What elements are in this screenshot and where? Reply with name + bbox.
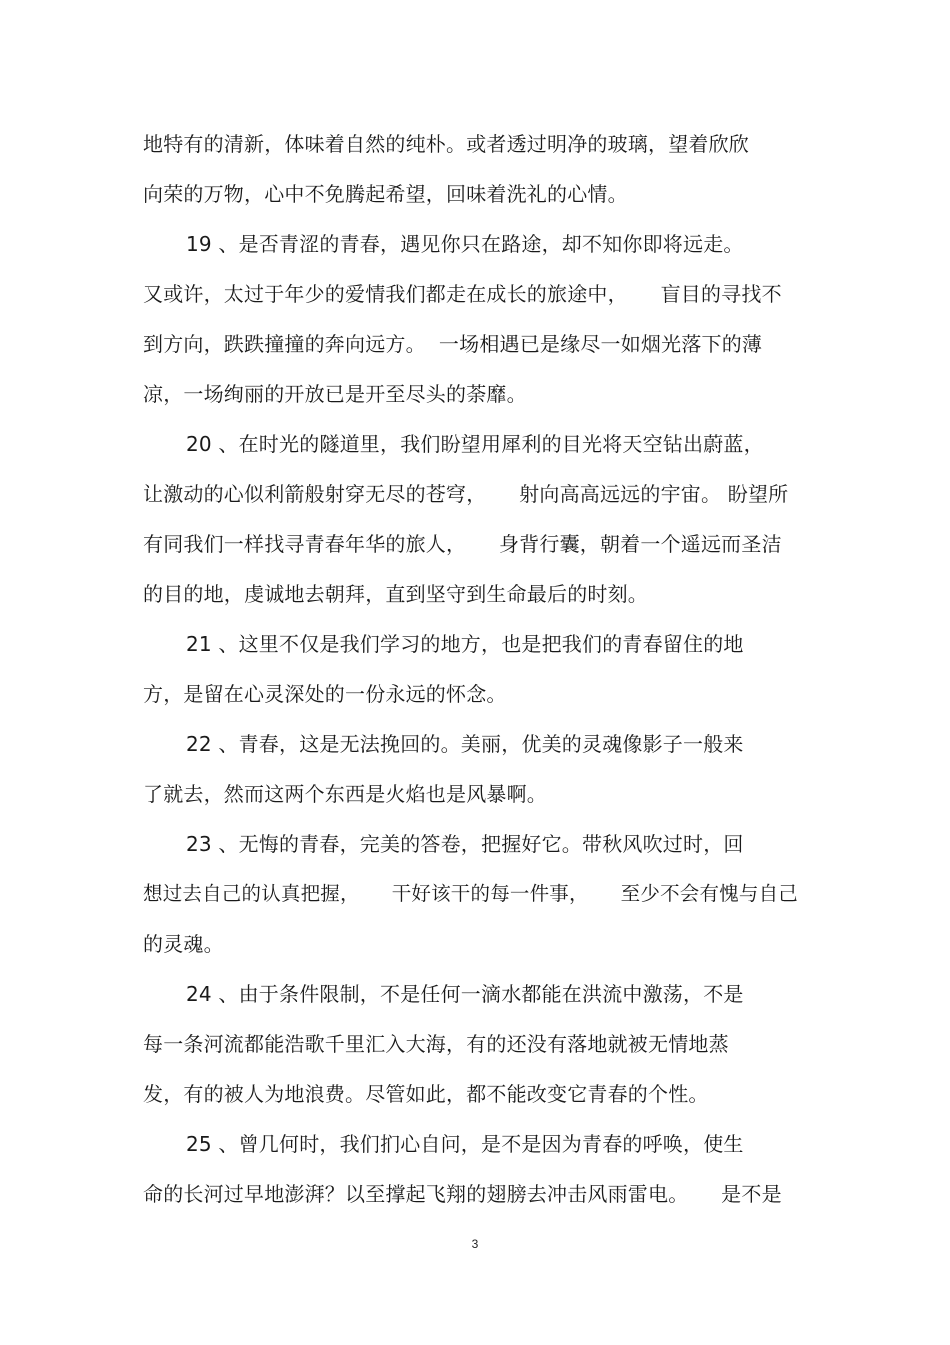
page-number: 3 [471, 1237, 479, 1251]
text-line: 到方向，跌跌撞撞的奔向远方。 一场相遇已是缘尽一如烟光落下的薄 [143, 332, 763, 356]
text-line: 的目的地，虔诚地去朝拜，直到坚守到生命最后的时刻。 [143, 582, 648, 606]
text-line: 发，有的被人为地浪费。尽管如此，都不能改变它青春的个性。 [143, 1082, 709, 1106]
text-line: 有同我们一样找寻青春年华的旅人， 身背行囊，朝着一个遥远而圣洁 [143, 532, 782, 556]
text-line: 凉，一场绚丽的开放已是开至尽头的荼靡。 [143, 382, 527, 406]
text-line: 23 、无悔的青春，完美的答卷，把握好它。带秋风吹过时，回 [186, 832, 744, 856]
text-line: 的灵魂。 [143, 932, 224, 956]
text-line: 地特有的清新，体味着自然的纯朴。或者透过明净的玻璃，望着欣欣 [143, 132, 749, 156]
text-line: 想过去自己的认真把握， 干好该干的每一件事， 至少不会有愧与自己 [143, 882, 798, 905]
text-line: 命的长河过早地澎湃？以至撑起飞翔的翅膀去冲击风雨雷电。 是不是 [143, 1182, 782, 1206]
text-line: 向荣的万物，心中不免腾起希望，回味着洗礼的心情。 [143, 182, 628, 206]
text-line: 21 、这里不仅是我们学习的地方，也是把我们的青春留住的地 [186, 632, 744, 656]
text-line: 了就去，然而这两个东西是火焰也是风暴啊。 [143, 782, 547, 806]
text-line: 20 、在时光的隧道里，我们盼望用犀利的目光将天空钻出蔚蓝， [186, 432, 764, 456]
text-line: 25 、曾几何时，我们扪心自问，是不是因为青春的呼唤，使生 [186, 1132, 744, 1156]
text-line: 方，是留在心灵深处的一份永远的怀念。 [143, 682, 507, 706]
text-line: 19 、是否青涩的青春，遇见你只在路途，却不知你即将远走。 [186, 232, 744, 256]
text-line: 22 、青春，这是无法挽回的。美丽，优美的灵魂像影子一般来 [186, 732, 744, 756]
text-line: 又或许，太过于年少的爱情我们都走在成长的旅途中， 盲目的寻找不 [143, 282, 782, 306]
text-line: 让激动的心似利箭般射穿无尽的苍穹， 射向高高远远的宇宙。 盼望所 [143, 482, 789, 506]
text-line: 24 、由于条件限制，不是任何一滴水都能在洪流中激荡，不是 [186, 982, 744, 1006]
text-line: 每一条河流都能浩歌千里汇入大海，有的还没有落地就被无情地蒸 [143, 1032, 729, 1056]
